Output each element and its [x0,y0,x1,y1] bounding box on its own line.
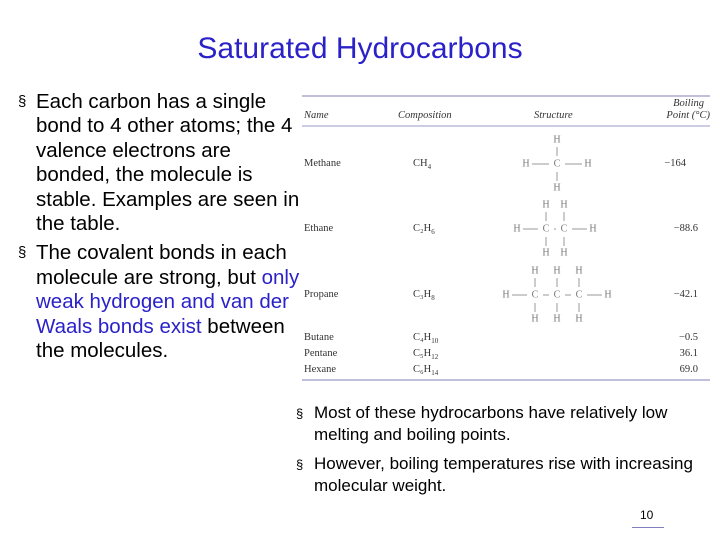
bullet-text: between the molecules. [36,314,285,363]
hydrogen-atom: H [531,265,539,277]
bullet-icon: § [18,244,27,262]
cell-boiling-point: 36.1 [679,348,698,359]
hydrogen-atom: H [531,313,539,325]
hydrogen-atom: H [513,223,521,235]
cell-composition: $C_2H_6$ [413,223,435,237]
carbon-atom: C [553,289,561,301]
column-header-name: Name [304,110,329,121]
hydrogen-atom: H [502,289,510,301]
bullet-item [18,90,308,236]
slide-title: Saturated Hydrocarbons [197,32,523,65]
hydrogen-atom: H [604,289,612,301]
cell-boiling-point: −0.5 [678,332,698,343]
cell-composition: $C_5H_{12}$ [413,348,439,362]
cell-name: Pentane [304,348,338,359]
column-header-composition: Composition [398,110,452,121]
bullet-icon: § [296,406,304,421]
hydrocarbon-table [296,92,710,383]
right-bullet-list [296,402,711,504]
hydrogen-atom: H [584,158,592,170]
hydrogen-atom: H [553,313,561,325]
cell-boiling-point: −42.1 [673,289,698,300]
cell-composition: $C_4H_{10}$ [413,332,439,346]
cell-name: Hexane [304,364,337,375]
highlighted-text: only weak hydrogen and van der Waals bonds exist [36,265,300,338]
cell-composition: $CH_4$ [413,158,432,172]
cell-boiling-point: 69.0 [679,364,698,375]
hydrogen-atom: H [522,158,530,170]
carbon-atom: C [531,289,539,301]
cell-composition: $C_3H_8$ [413,289,435,303]
hydrogen-atom: H [542,247,550,259]
cell-name: Ethane [304,223,334,234]
bullet-item [296,402,711,445]
bullet-icon: § [18,93,27,110]
hydrogen-atom: H [542,199,550,211]
hydrogen-atom: H [553,182,561,194]
hydrogen-atom: H [575,265,583,277]
bullet-item [296,453,711,496]
carbon-atom: C [553,158,561,170]
carbon-atom: C [560,223,568,235]
hydrogen-atom: H [589,223,597,235]
carbon-atom: C [542,223,550,235]
column-header-boiling-line2: Point (°C) [666,110,710,121]
page-number: 10 [640,508,654,522]
column-header-structure: Structure [534,110,573,121]
cell-name: Propane [304,289,339,300]
bullet-icon: § [296,457,304,472]
carbon-atom: C [575,289,583,301]
bullet-text: Each carbon has a single bond to 4 other atoms; the 4 valence electrons are bonded, the molecule is stable. Examples are seen in the table. [36,90,300,236]
cell-name: Butane [304,332,334,343]
table-rules [296,92,710,383]
hydrogen-atom: H [553,265,561,277]
hydrogen-atom: H [553,134,561,146]
hydrogen-atom: H [560,199,568,211]
bullet-text: The covalent bonds in each molecule are strong, but [36,241,287,289]
cell-name: Methane [304,158,341,169]
hydrogen-atom: H [575,313,583,325]
cell-boiling-point: −88.6 [673,223,698,234]
page-number-underline [632,527,664,528]
bullet-item [18,241,308,363]
left-bullet-list [18,90,308,368]
hydrogen-atom: H [560,247,568,259]
cell-composition: $C_6H_{14}$ [413,364,439,378]
cell-boiling-point: −164 [664,158,686,169]
bullet-text: Most of these hydrocarbons have relatively low melting and boiling points. [314,403,668,444]
bullet-text: However, boiling temperatures rise with increasing molecular weight. [314,454,693,495]
column-header-boiling-line1: Boiling [673,98,704,109]
